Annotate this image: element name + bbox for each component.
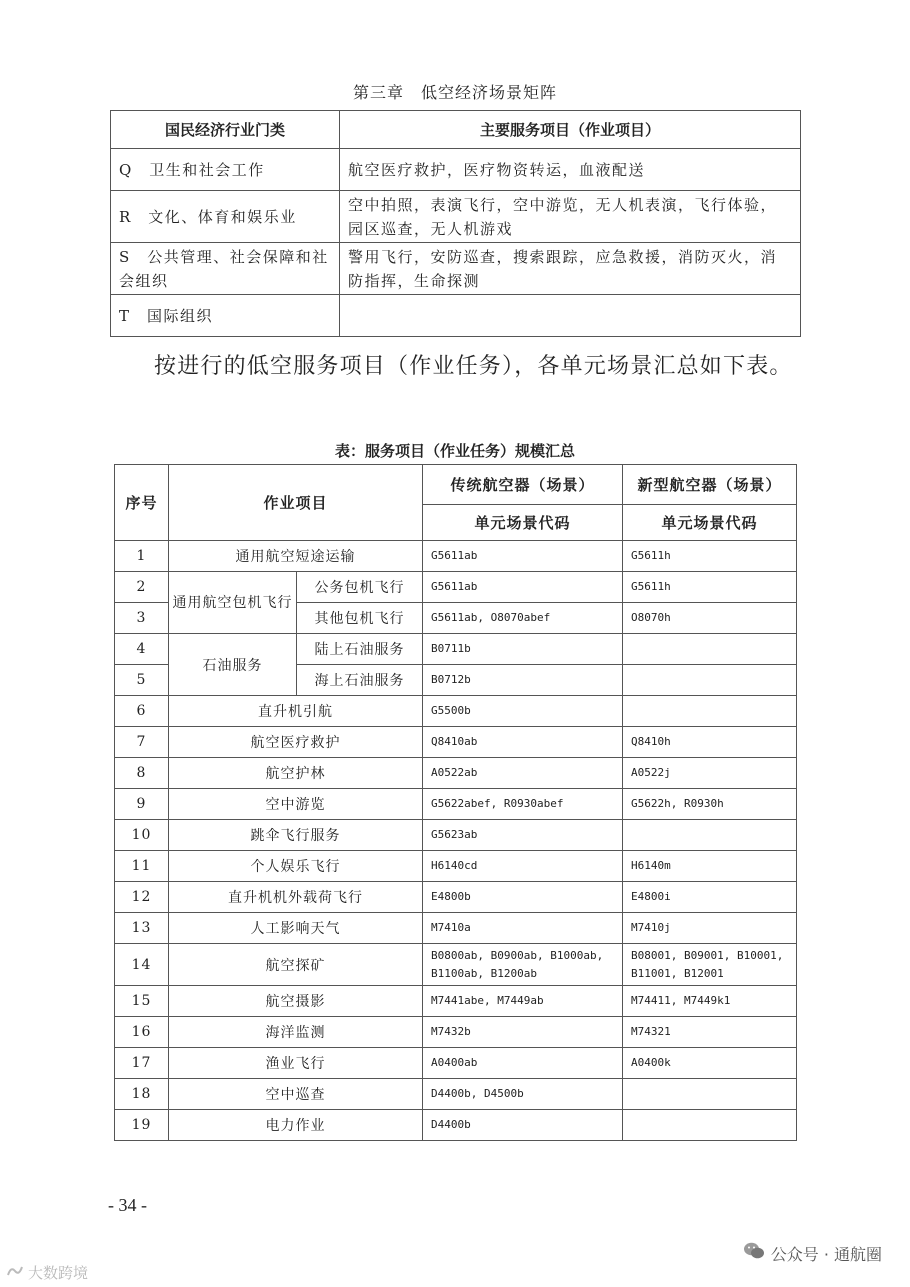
industry-services bbox=[340, 295, 801, 337]
row-code-traditional: B0800ab, B0900ab, B1000ab, B1100ab, B1200ab bbox=[423, 944, 623, 986]
code-header-traditional: 单元场景代码 bbox=[423, 505, 623, 541]
row-item: 个人娱乐飞行 bbox=[169, 851, 423, 882]
row-code-traditional: G5611ab bbox=[423, 541, 623, 572]
industry-services: 警用飞行，安防巡查，搜索跟踪，应急救援，消防灭火，消防指挥，生命探测 bbox=[340, 243, 801, 295]
row-seq: 9 bbox=[115, 789, 169, 820]
row-code-new: M74321 bbox=[623, 1017, 797, 1048]
row-code-new bbox=[623, 634, 797, 665]
row-item: 海上石油服务 bbox=[297, 665, 423, 696]
table-row bbox=[111, 191, 801, 243]
new-aircraft-header: 新型航空器（场景） bbox=[623, 465, 797, 505]
table-row bbox=[115, 1079, 797, 1110]
body-paragraph: 按进行的低空服务项目（作业任务），各单元场景汇总如下表。 bbox=[154, 354, 793, 379]
row-item: 航空摄影 bbox=[169, 986, 423, 1017]
row-seq: 12 bbox=[115, 882, 169, 913]
row-code-traditional: B0712b bbox=[423, 665, 623, 696]
industry-category: S 公共管理、社会保障和社会组织 bbox=[111, 243, 340, 295]
row-item: 空中巡查 bbox=[169, 1079, 423, 1110]
watermark-right bbox=[743, 1241, 882, 1265]
row-code-new: A0400k bbox=[623, 1048, 797, 1079]
row-seq: 8 bbox=[115, 758, 169, 789]
table-header-row bbox=[111, 111, 801, 149]
table-header-row bbox=[115, 465, 797, 505]
industry-category: Q 卫生和社会工作 bbox=[111, 149, 340, 191]
row-seq: 11 bbox=[115, 851, 169, 882]
row-code-traditional: A0522ab bbox=[423, 758, 623, 789]
row-code-traditional: G5622abef, R0930abef bbox=[423, 789, 623, 820]
row-code-new: A0522j bbox=[623, 758, 797, 789]
watermark-right-text: 公众号 · 通航圈 bbox=[770, 1244, 882, 1264]
item-header: 作业项目 bbox=[169, 465, 423, 541]
table-row bbox=[115, 1017, 797, 1048]
row-seq: 7 bbox=[115, 727, 169, 758]
row-seq: 2 bbox=[115, 572, 169, 603]
row-code-new bbox=[623, 820, 797, 851]
industry-services: 空中拍照，表演飞行，空中游览，无人机表演，飞行体验，园区巡查，无人机游戏 bbox=[340, 191, 801, 243]
row-item: 人工影响天气 bbox=[169, 913, 423, 944]
column-header: 主要服务项目（作业项目） bbox=[340, 111, 801, 149]
row-code-new: M74411, M7449k1 bbox=[623, 986, 797, 1017]
traditional-aircraft-header: 传统航空器（场景） bbox=[423, 465, 623, 505]
row-code-traditional: G5611ab bbox=[423, 572, 623, 603]
row-code-new bbox=[623, 665, 797, 696]
industry-category: R 文化、体育和娱乐业 bbox=[111, 191, 340, 243]
watermark-left bbox=[6, 1262, 88, 1283]
row-code-new: G5611h bbox=[623, 541, 797, 572]
row-item: 跳伞飞行服务 bbox=[169, 820, 423, 851]
seq-header: 序号 bbox=[115, 465, 169, 541]
row-seq: 4 bbox=[115, 634, 169, 665]
industry-category-table bbox=[110, 110, 801, 337]
row-item: 电力作业 bbox=[169, 1110, 423, 1141]
row-code-traditional: A0400ab bbox=[423, 1048, 623, 1079]
row-item: 其他包机飞行 bbox=[297, 603, 423, 634]
row-item: 海洋监测 bbox=[169, 1017, 423, 1048]
row-code-traditional: G5623ab bbox=[423, 820, 623, 851]
table-caption: 表：服务项目（作业任务）规模汇总 bbox=[334, 442, 575, 460]
row-seq: 13 bbox=[115, 913, 169, 944]
table-row bbox=[115, 1048, 797, 1079]
row-item: 航空医疗救护 bbox=[169, 727, 423, 758]
row-code-traditional: M7441abe, M7449ab bbox=[423, 986, 623, 1017]
group-charter: 通用航空包机飞行 bbox=[169, 572, 297, 634]
chapter-title: 第三章 低空经济场景矩阵 bbox=[352, 83, 557, 102]
row-code-traditional: D4400b bbox=[423, 1110, 623, 1141]
row-seq: 16 bbox=[115, 1017, 169, 1048]
table-row bbox=[115, 572, 797, 603]
row-code-new bbox=[623, 1079, 797, 1110]
row-seq: 18 bbox=[115, 1079, 169, 1110]
row-code-new bbox=[623, 696, 797, 727]
row-item: 渔业飞行 bbox=[169, 1048, 423, 1079]
industry-services: 航空医疗救护，医疗物资转运，血液配送 bbox=[340, 149, 801, 191]
row-code-new bbox=[623, 1110, 797, 1141]
row-seq: 17 bbox=[115, 1048, 169, 1079]
row-code-traditional: G5500b bbox=[423, 696, 623, 727]
wechat-icon bbox=[743, 1241, 765, 1265]
table-row bbox=[115, 913, 797, 944]
row-seq: 3 bbox=[115, 603, 169, 634]
row-item: 通用航空短途运输 bbox=[169, 541, 423, 572]
row-item: 公务包机飞行 bbox=[297, 572, 423, 603]
row-code-traditional: Q8410ab bbox=[423, 727, 623, 758]
service-scale-table bbox=[114, 464, 797, 1141]
row-item: 航空探矿 bbox=[169, 944, 423, 986]
table-row bbox=[115, 541, 797, 572]
column-header: 国民经济行业门类 bbox=[111, 111, 340, 149]
row-seq: 19 bbox=[115, 1110, 169, 1141]
row-code-traditional: B0711b bbox=[423, 634, 623, 665]
row-code-traditional: H6140cd bbox=[423, 851, 623, 882]
table-row bbox=[115, 1110, 797, 1141]
table-row bbox=[115, 758, 797, 789]
industry-category: T 国际组织 bbox=[111, 295, 340, 337]
row-code-new: Q8410h bbox=[623, 727, 797, 758]
watermark-left-text: 大数跨境 bbox=[28, 1264, 89, 1282]
row-item: 陆上石油服务 bbox=[297, 634, 423, 665]
row-item: 直升机引航 bbox=[169, 696, 423, 727]
group-oil: 石油服务 bbox=[169, 634, 297, 696]
table-row bbox=[115, 944, 797, 986]
row-code-new: G5611h bbox=[623, 572, 797, 603]
table-row bbox=[111, 295, 801, 337]
page-number: - 34 - bbox=[108, 1195, 147, 1215]
row-code-new: O8070h bbox=[623, 603, 797, 634]
row-code-new: E4800i bbox=[623, 882, 797, 913]
row-code-traditional: M7432b bbox=[423, 1017, 623, 1048]
table-row bbox=[115, 820, 797, 851]
table-row bbox=[115, 986, 797, 1017]
row-code-traditional: G5611ab, O8070abef bbox=[423, 603, 623, 634]
row-item: 空中游览 bbox=[169, 789, 423, 820]
table-row bbox=[115, 851, 797, 882]
code-header-new: 单元场景代码 bbox=[623, 505, 797, 541]
row-item: 航空护林 bbox=[169, 758, 423, 789]
row-code-new: M7410j bbox=[623, 913, 797, 944]
row-seq: 15 bbox=[115, 986, 169, 1017]
row-code-new: G5622h, R0930h bbox=[623, 789, 797, 820]
table-row bbox=[115, 789, 797, 820]
row-seq: 14 bbox=[115, 944, 169, 986]
row-code-new: H6140m bbox=[623, 851, 797, 882]
row-item: 直升机机外载荷飞行 bbox=[169, 882, 423, 913]
table-row bbox=[115, 696, 797, 727]
table-row bbox=[115, 882, 797, 913]
row-seq: 5 bbox=[115, 665, 169, 696]
table-row bbox=[111, 149, 801, 191]
table-row bbox=[111, 243, 801, 295]
watermark-logo-icon bbox=[6, 1264, 24, 1282]
row-code-traditional: M7410a bbox=[423, 913, 623, 944]
row-seq: 6 bbox=[115, 696, 169, 727]
table-row bbox=[115, 727, 797, 758]
row-code-traditional: E4800b bbox=[423, 882, 623, 913]
row-seq: 10 bbox=[115, 820, 169, 851]
row-code-new: B08001, B09001, B10001, B11001, B12001 bbox=[623, 944, 797, 986]
table-row bbox=[115, 634, 797, 665]
row-seq: 1 bbox=[115, 541, 169, 572]
row-code-traditional: D4400b, D4500b bbox=[423, 1079, 623, 1110]
